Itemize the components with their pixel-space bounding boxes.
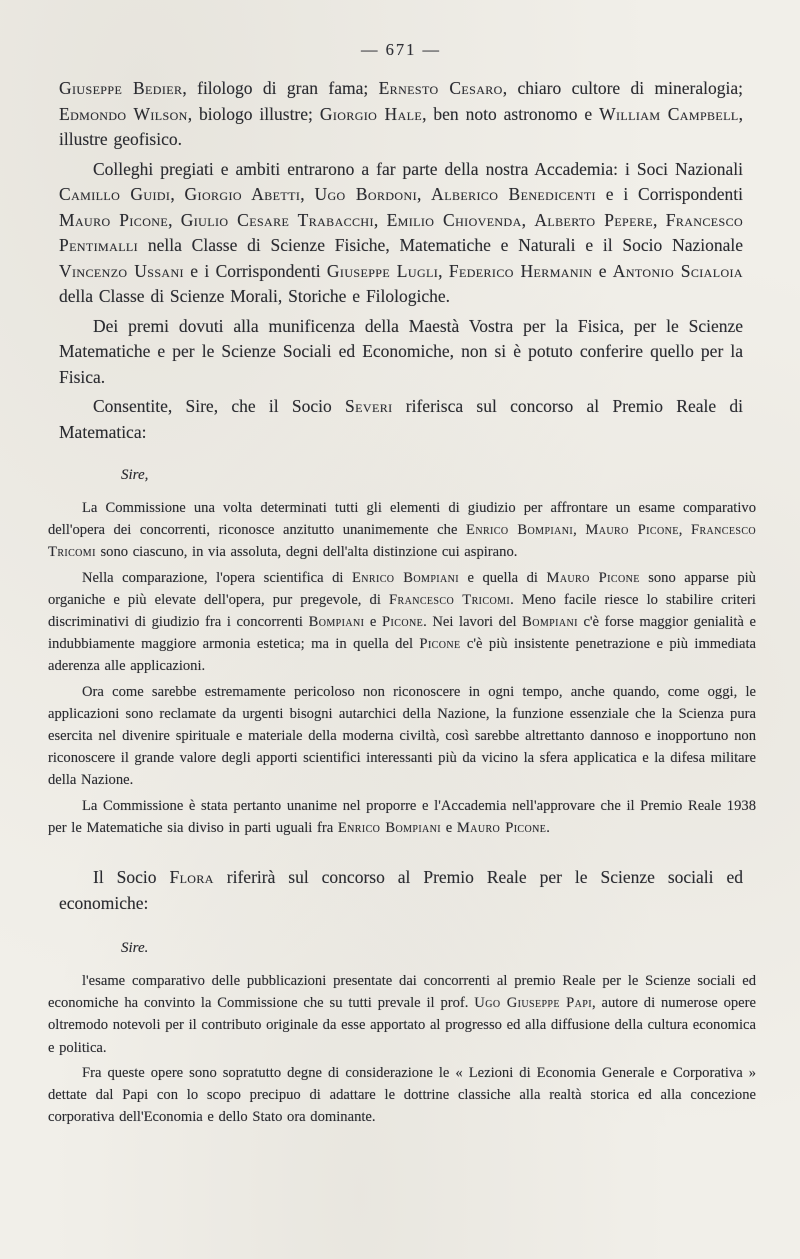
- salutation: [121, 938, 743, 958]
- person-name: William Campbell: [599, 103, 739, 124]
- person-name: Bompiani: [308, 614, 365, 631]
- person-name: Enrico Bompiani: [466, 522, 574, 539]
- person-name: Vincenzo Ussani: [59, 260, 184, 281]
- text-run: , biologo illustre;: [187, 103, 320, 124]
- person-name: Flora: [169, 867, 214, 888]
- text-run: nella Classe di Scienze Fisiche, Matematiche e Naturali e il Socio Nazionale: [138, 235, 743, 255]
- paragraph: [48, 497, 756, 564]
- person-name: Francesco Tricomi: [48, 522, 757, 561]
- paragraph: [59, 76, 743, 153]
- text-run: sono apparse più organiche e più elevate dell'opera, pur pregevole, di: [48, 569, 756, 608]
- person-name: Enrico Bompiani: [337, 819, 442, 836]
- text-run: ,: [168, 209, 181, 230]
- document-body: [48, 76, 757, 1128]
- italic-text: Sire,: [121, 467, 149, 483]
- person-name: Camillo Guidi: [59, 184, 171, 204]
- text-run: ,: [573, 522, 586, 539]
- text-run: . Nei lavori del: [423, 614, 523, 631]
- paragraph: [59, 865, 743, 916]
- text-run: Colleghi pregiati e ambiti entrarono a far parte della nostra Accademia: i Soci Nazionali: [93, 158, 743, 179]
- paragraph: [48, 970, 756, 1059]
- text-run: , illustre geofisico.: [59, 103, 743, 149]
- salutation: [121, 465, 743, 485]
- person-name: Severi: [345, 396, 393, 416]
- person-name: Giorgio Abetti: [184, 184, 301, 204]
- text-run: .: [546, 819, 550, 836]
- text-run: Nella comparazione, l'opera scientifica di: [82, 569, 352, 586]
- person-name: Picone: [419, 636, 461, 653]
- text-run: ,: [300, 184, 315, 204]
- text-run: , ben noto astronomo e: [422, 103, 600, 124]
- text-run: e quella di: [458, 569, 547, 586]
- text-run: La Commissione è stata pertanto unanime nel proporre e l'Accademia nell'approvare che il Premio Reale 1938 per le Matematiche sia diviso in parti uguali fra: [48, 797, 756, 836]
- text-run: Il Socio: [93, 867, 170, 888]
- text-run: Consentite, Sire, che il Socio: [93, 396, 346, 416]
- text-run: della Classe di Scienze Morali, Storiche e Filologiche.: [59, 286, 451, 306]
- person-name: Mauro Picone: [59, 209, 169, 230]
- person-name: Giuseppe Lugli: [326, 260, 439, 281]
- text-run: , autore di numerose opere oltremodo notevoli per il contributo originale da esse apportato al progresso ed alla diffusione della cultura economica e politica.: [48, 995, 756, 1056]
- text-run: La Commissione una volta determinati tutti gli elementi di giudizio per affrontare un esame comparativo dell'opera dei concorrenti, riconosce anzitutto unanimemente che: [48, 500, 756, 539]
- paragraph: [48, 795, 756, 839]
- person-name: Enrico Bompiani: [351, 569, 459, 586]
- text-run: e: [441, 819, 457, 836]
- paragraph: [48, 567, 756, 678]
- person-name: Bompiani: [522, 614, 578, 631]
- text-run: , chiaro cultore di mineralogia;: [502, 78, 743, 98]
- person-name: Ugo Bordoni: [314, 184, 417, 204]
- text-run: c'è forse maggior genialità e indubbiamente maggiore armonia estetica; ma in quella del: [48, 614, 756, 653]
- person-name: Ugo Giuseppe Papi: [474, 995, 592, 1012]
- person-name: Francesco Tricomi: [389, 591, 511, 608]
- paragraph: [59, 314, 743, 391]
- text-run: e: [364, 614, 383, 631]
- text-run: ,: [678, 522, 691, 539]
- text-run: riferirà sul concorso al Premio Reale per le Scienze sociali ed economiche:: [59, 867, 743, 913]
- person-name: Edmondo Wilson: [59, 103, 188, 124]
- text-run: l'esame comparativo delle pubblicazioni presentate dai concorrenti al premio Reale per le Scienze sociali ed economiche ha convinto la Commissione che su tutti prevale il prof.: [48, 973, 756, 1012]
- text-run: ,: [373, 209, 387, 230]
- text-run: ,: [653, 209, 666, 230]
- person-name: Emilio Chiovenda: [386, 209, 522, 230]
- text-run: Dei premi dovuti alla munificenza della Maestà Vostra per la Fisica, per le Scienze Matematiche e per le Scienze Sociali ed Economiche, non si è potuto conferire quello per la Fisica.: [59, 315, 743, 387]
- text-run: riferisca sul concorso al Premio Reale di Matematica:: [59, 396, 743, 442]
- text-run: e: [592, 260, 613, 281]
- person-name: Mauro Picone: [546, 569, 640, 586]
- text-run: Fra queste opere sono sopratutto degne di considerazione le « Lezioni di Economia Generale e Corporativa » dettate dal Papi con lo scopo precipuo di adattare le dottrine classiche alla realtà storica ed alla concezione corporativa dell'Economia e dello Stato ora dominante.: [48, 1064, 756, 1126]
- italic-text: Sire.: [121, 940, 149, 957]
- page-number: — 671 —: [361, 40, 441, 59]
- person-name: Antonio Scialoia: [612, 260, 743, 281]
- person-name: Giulio Cesare Trabacchi: [180, 209, 374, 230]
- person-name: Mauro Picone: [585, 522, 679, 539]
- person-name: Picone: [382, 614, 424, 631]
- text-run: , filologo di gran fama;: [182, 78, 379, 98]
- text-run: ,: [416, 184, 432, 204]
- paragraph: [59, 157, 743, 310]
- text-run: ,: [170, 184, 185, 204]
- paragraph: [48, 1062, 756, 1129]
- person-name: Federico Hermanin: [448, 260, 593, 281]
- text-run: Ora come sarebbe estremamente pericoloso non riconoscere in ogni tempo, anche quando, come oggi, le applicazioni sono reclamate da urgenti bisogni autarchici della Nazione, la funzione essenziale che la Scienza pura esercita nel divenire spirituale e materiale della moderna civiltà, così sarebbe altrettanto dannoso e inopportuno non riconoscere il grande valore degli apporti scientifici interessanti più da vicino la sfera applicatica e la difesa militare della Nazione.: [48, 683, 756, 789]
- text-run: e i Corrispondenti: [183, 260, 327, 281]
- person-name: Alberico Benedicenti: [431, 184, 596, 204]
- person-name: Mauro Picone: [456, 819, 547, 836]
- text-run: . Meno facile riesce lo stabilire criteri discriminativi di giudizio fra i concorrenti: [48, 591, 756, 631]
- paragraph: [59, 394, 743, 445]
- person-name: Ernesto Cesaro: [378, 78, 503, 98]
- text-run: ,: [521, 209, 535, 230]
- paragraph: [48, 681, 756, 792]
- text-run: ,: [438, 260, 449, 281]
- text-run: e i Corrispondenti: [595, 184, 744, 204]
- text-run: c'è più insistente penetrazione e più immediata aderenza alle applicazioni.: [48, 636, 756, 675]
- person-name: Giorgio Hale: [319, 103, 423, 124]
- person-name: Giuseppe Bedier: [59, 78, 183, 98]
- person-name: Alberto Pepere: [534, 209, 653, 230]
- text-run: sono ciascuno, in via assoluta, degni dell'alta distinzione cui aspirano.: [95, 544, 518, 561]
- person-name: Francesco Pentimalli: [59, 209, 744, 255]
